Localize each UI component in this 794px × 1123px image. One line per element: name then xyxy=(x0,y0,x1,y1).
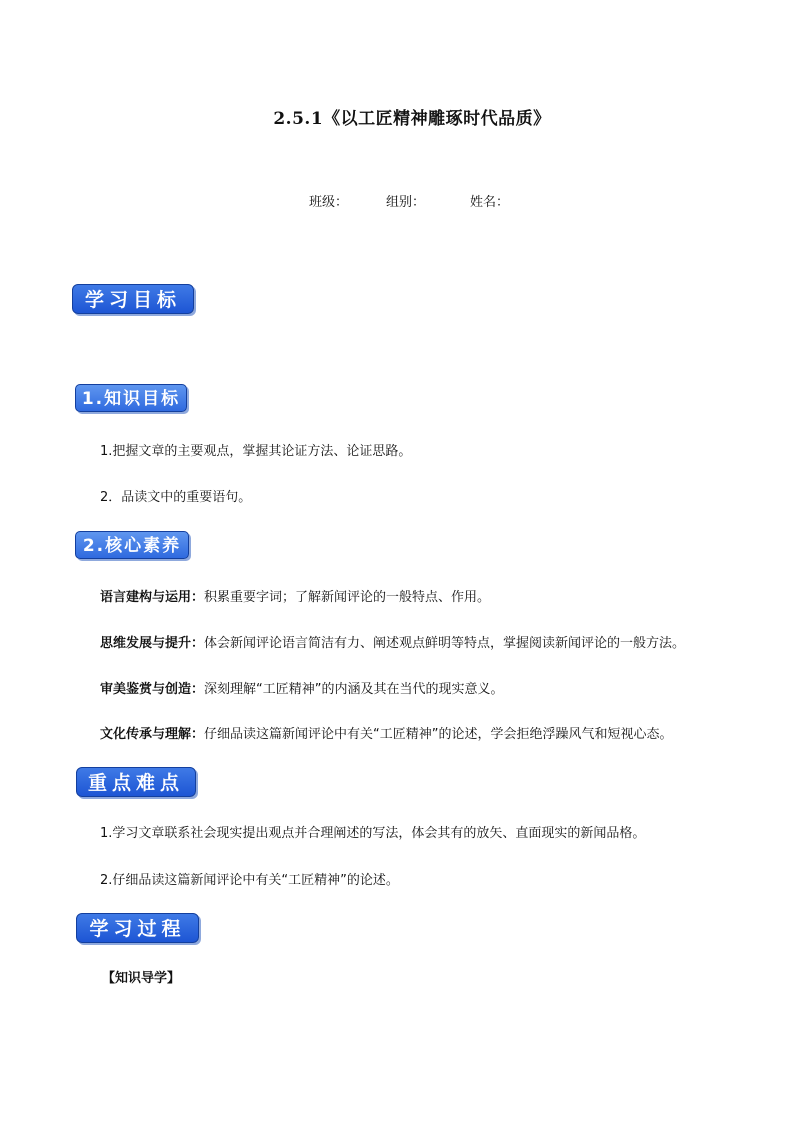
core-item xyxy=(100,678,780,697)
section-badge-key-points: 重点难点 xyxy=(76,767,196,797)
core-item-text: 仔细品读这篇新闻评论中有关“工匠精神”的论述，学会拒绝浮躁风气和短视心态。 xyxy=(204,727,673,742)
core-item-label: 审美鉴赏与创造： xyxy=(100,682,205,697)
section-badge-process: 学习过程 xyxy=(76,913,199,943)
core-item-text: 深刻理解“工匠精神”的内涵及其在当代的现实意义。 xyxy=(204,682,504,697)
class-label: 班级： xyxy=(309,195,349,210)
section-badge-goals: 学习目标 xyxy=(72,284,194,314)
section-badge-core: 2.核心素养 xyxy=(75,531,189,559)
name-label: 姓名： xyxy=(470,195,510,210)
core-item xyxy=(100,723,780,742)
page-title: 2.5.1《以工匠精神雕琢时代品质》 xyxy=(273,109,551,129)
key-item: 2.仔细品读这篇新闻评论中有关“工匠精神”的论述。 xyxy=(100,873,399,888)
core-item xyxy=(100,586,780,605)
core-item-label: 语言建构与运用： xyxy=(100,590,205,605)
core-item-text: 积累重要字词；了解新闻评论的一般特点、作用。 xyxy=(204,590,491,605)
core-item-text: 体会新闻评论语言简洁有力、阐述观点鲜明等特点，掌握阅读新闻评论的一般方法。 xyxy=(204,636,686,651)
core-item xyxy=(100,632,780,651)
core-item-label: 思维发展与提升： xyxy=(100,636,205,651)
core-item-label: 文化传承与理解： xyxy=(100,727,205,742)
knowledge-item: 1.把握文章的主要观点，掌握其论证方法、论证思路。 xyxy=(100,444,412,459)
section-badge-knowledge: 1.知识目标 xyxy=(75,384,187,412)
key-item: 1.学习文章联系社会现实提出观点并合理阐述的写法，体会其有的放矢、直面现实的新闻品格。 xyxy=(100,826,646,841)
group-label: 组别： xyxy=(386,195,426,210)
knowledge-item: 2．品读文中的重要语句。 xyxy=(100,490,252,505)
process-subheading: 【知识导学】 xyxy=(102,971,181,986)
